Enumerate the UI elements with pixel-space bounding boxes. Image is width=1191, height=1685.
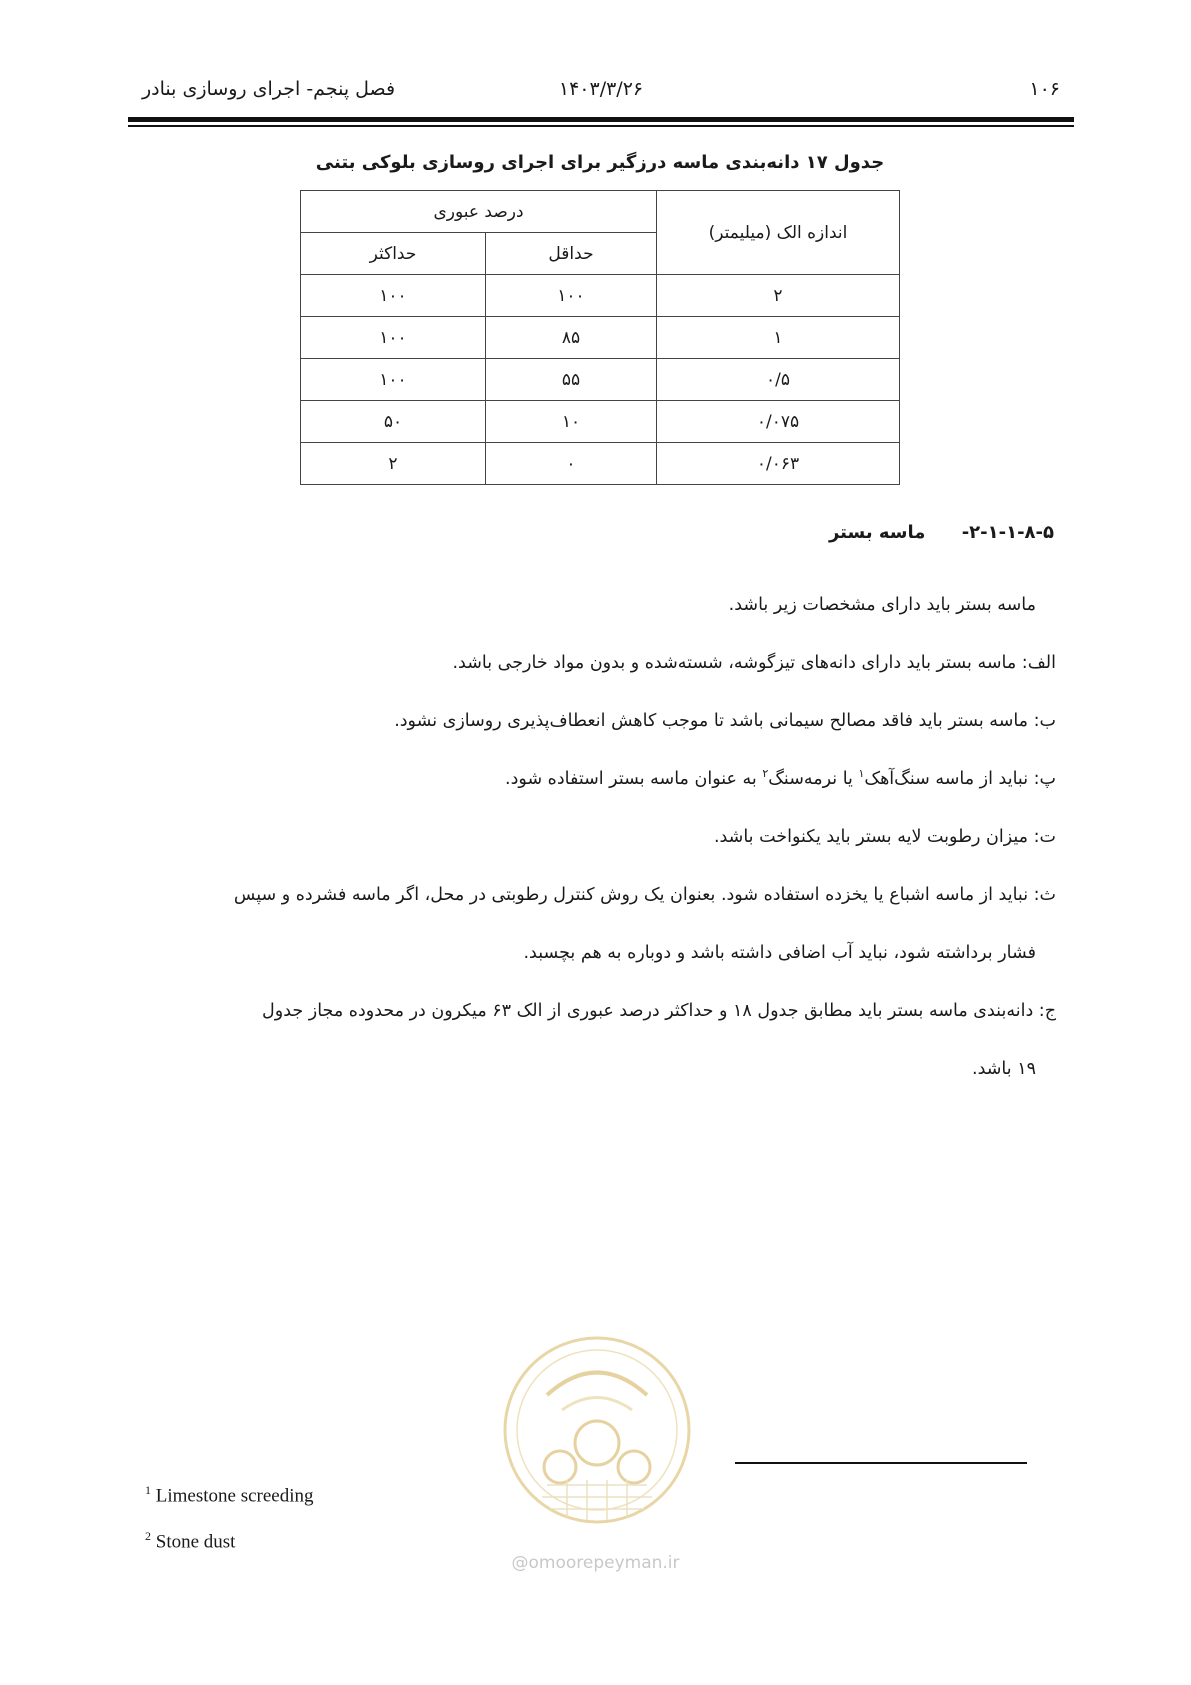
- cell-sieve: ۰/۰۶۳: [657, 443, 900, 485]
- footnote-mark: 1: [145, 1483, 151, 1497]
- footnote-rule: [735, 1462, 1027, 1464]
- paragraph-se-continued: فشار برداشته شود، نباید آب اضافی داشته باشد و دوباره به هم بچسبد.: [523, 943, 1036, 963]
- header-sieve-size: اندازه الک (میلیمتر): [657, 191, 900, 275]
- footnotes: [145, 1470, 314, 1563]
- header-min: حداقل: [486, 233, 657, 275]
- cell-max: ۱۰۰: [301, 359, 486, 401]
- table-row: [301, 275, 900, 317]
- table-row: [301, 359, 900, 401]
- body-text: [146, 576, 1056, 1098]
- cell-min: ۵۵: [486, 359, 657, 401]
- paragraph-jim-continued: ۱۹ باشد.: [972, 1059, 1036, 1079]
- paragraph-se: ث: نباید از ماسه اشباع یا یخزده استفاده شود. بعنوان یک روش کنترل رطوبتی در محل، اگر ماسه فشرده و سپس: [233, 885, 1056, 905]
- section-title: ماسه بستر: [828, 522, 926, 543]
- pe-part-1: پ: نباید از ماسه سنگ‌آهک: [864, 769, 1056, 789]
- paragraph-te: ت: میزان رطوبت لایه بستر باید یکنواخت باشد.: [713, 827, 1056, 847]
- cell-sieve: ۱: [657, 317, 900, 359]
- header-passing-percent: درصد عبوری: [301, 191, 657, 233]
- cell-min: ۱۰: [486, 401, 657, 443]
- section-number: ۲-۱-۱-۸-۵-: [961, 522, 1054, 543]
- footnote-1: [145, 1470, 314, 1516]
- paragraph-intro: ماسه بستر باید دارای مشخصات زیر باشد.: [728, 595, 1036, 615]
- paragraph-be: ب: ماسه بستر باید فاقد مصالح سیمانی باشد تا موجب کاهش انعطاف‌پذیری روسازی نشود.: [394, 711, 1056, 731]
- table-row: [301, 401, 900, 443]
- cell-min: ۸۵: [486, 317, 657, 359]
- pe-part-2: یا نرمه‌سنگ: [768, 769, 859, 789]
- cell-max: ۲: [301, 443, 486, 485]
- footnote-ref-1[interactable]: ۱: [858, 767, 865, 781]
- header-max: حداکثر: [301, 233, 486, 275]
- header-date: ۱۴۰۳/۳/۲۶: [558, 78, 644, 100]
- footnote-text: Stone dust: [151, 1531, 236, 1553]
- cell-max: ۵۰: [301, 401, 486, 443]
- page-header: [128, 78, 1074, 108]
- table-row: [301, 317, 900, 359]
- footnote-ref-2[interactable]: ۲: [762, 767, 769, 781]
- cell-min: ۱۰۰: [486, 275, 657, 317]
- footnote-mark: 2: [145, 1529, 151, 1544]
- footnote-text: Limestone screeding: [151, 1485, 314, 1507]
- table-row: [301, 443, 900, 485]
- grading-table: [300, 190, 900, 485]
- watermark-text: @omoorepeyman.ir: [511, 1553, 680, 1573]
- cell-max: ۱۰۰: [301, 275, 486, 317]
- pe-part-3: به عنوان ماسه بستر استفاده شود.: [505, 769, 763, 789]
- header-rule-thin: [128, 125, 1074, 127]
- cell-sieve: ۲: [657, 275, 900, 317]
- cell-min: ۰: [486, 443, 657, 485]
- cell-sieve: ۰/۵: [657, 359, 900, 401]
- paragraph-jim: ج: دانه‌بندی ماسه بستر باید مطابق جدول ۱۸ و حداکثر درصد عبوری از الک ۶۳ میکرون در محدوده مجاز جدول: [262, 1001, 1056, 1021]
- section-heading: [829, 522, 1054, 543]
- watermark-seal-icon: [492, 1325, 702, 1555]
- cell-max: ۱۰۰: [301, 317, 486, 359]
- watermark-logo: [492, 1325, 702, 1575]
- paragraph-pe: [146, 750, 1056, 808]
- table-caption: جدول ۱۷ دانه‌بندی ماسه درزگیر برای اجرای روسازی بلوکی بتنی: [315, 152, 885, 173]
- chapter-title: فصل پنجم- اجرای روسازی بنادر: [142, 78, 396, 100]
- cell-sieve: ۰/۰۷۵: [657, 401, 900, 443]
- paragraph-alef: الف: ماسه بستر باید دارای دانه‌های تیزگوشه، شسته‌شده و بدون مواد خارجی باشد.: [452, 653, 1056, 673]
- header-rule-thick: [128, 117, 1074, 122]
- page-number: ۱۰۶: [1029, 78, 1060, 100]
- footnote-2: [145, 1516, 314, 1562]
